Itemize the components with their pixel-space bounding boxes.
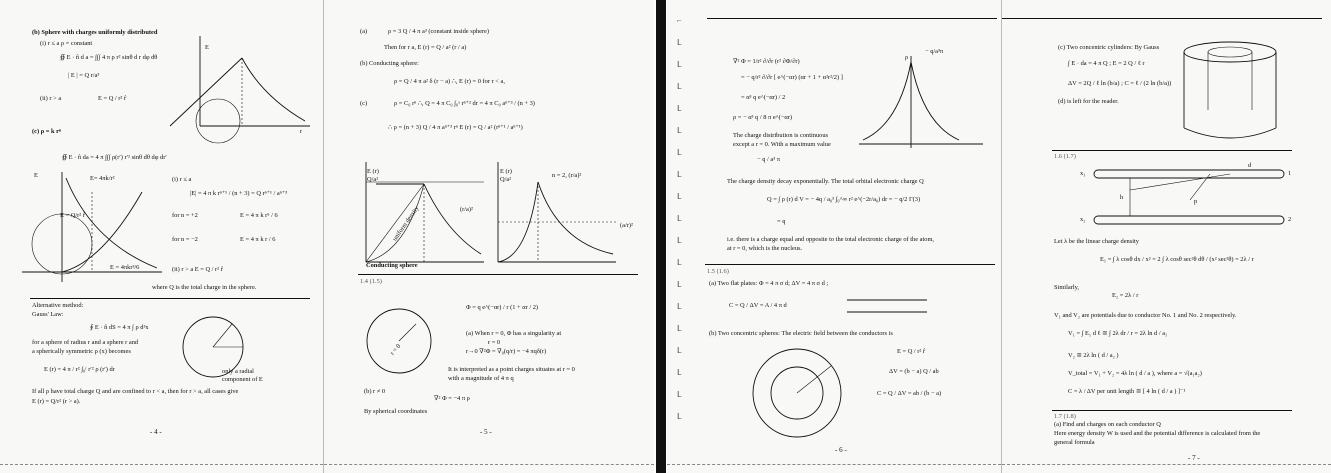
circle-label: r = 0 xyxy=(389,342,403,357)
alt-equation: ∮ E · n̂ dS = 4 π ∫ ρ d³x xyxy=(90,324,149,331)
alt-gauss-label: Gauss' Law: xyxy=(32,311,64,318)
field-graph-power-law xyxy=(22,172,162,292)
gauss-equation-2: ∯ E · n̂ da = 4 π ∫∫∫ ρ(r′) r′² sinθ dθ dφ dr′ xyxy=(62,154,167,161)
ie-note-1: i.e. there is a charge equal and opposite to the total electronic charge of the atom, xyxy=(727,236,935,243)
graph1-conducting-label: Conducting sphere xyxy=(366,262,418,269)
part-a-label: (a) xyxy=(360,28,368,35)
density-equation: ρ = − α³ q / 8 π e^(−αr) xyxy=(733,114,793,121)
laplace-equation: ∇² Φ = −4 π ρ xyxy=(434,395,470,402)
divider-1 xyxy=(30,298,310,299)
wire-1-label: 1 xyxy=(1288,170,1292,177)
charge-integral: Q = ∫ ρ (r) d V = − 4q / a₀³ ∫₀^∞ r² e^(−2r/a₀) dr = − q/2 Γ(3) xyxy=(767,196,921,203)
section-b-title: (b) Sphere with charges uniformly distributed xyxy=(32,29,158,36)
distribution-note-2: except a r = 0. With a maximum value xyxy=(733,141,831,148)
phi-note-1: (a) When r = 0, Φ has a singularity at xyxy=(466,330,562,337)
part-a-then: Then for r a, E (r) = Q / a² (r / a) xyxy=(384,44,467,51)
phi-note-5: with a magnitude of 4 π q xyxy=(448,375,514,382)
part-c-equation-1: ρ = C₀ rⁿ ∴, Q = 4 π C₀ ∫₀ᵃ rⁿ⁺² dr = 4 π C₀ aⁿ⁺³ / (n + 3) xyxy=(394,100,535,107)
graph2-r-label: (a/r)² xyxy=(620,222,633,229)
n-plus-2: for n = +2 xyxy=(172,212,198,219)
graph1-yunit: Q/a² xyxy=(367,176,379,183)
charge-result: = q xyxy=(777,218,786,225)
v2-equation: V₂ ≅ 2λ ln ( d / a₂ ) xyxy=(1068,352,1119,359)
part-b-equation: ρ = Q / 4 π a² δ (r − a) ∴, E (r) = 0 for r < a, xyxy=(394,78,505,85)
part-b-label: (b) Conducting sphere: xyxy=(360,60,419,67)
laplacian-3: = α³ q e^(−αr) / 2 xyxy=(741,94,786,101)
phi-note-4: It is interpreted as a point charges situates at r = 0 xyxy=(448,366,575,373)
laplacian-1: ∇² Φ = 1/r² ∂/∂r (r² ∂Φ/∂r) xyxy=(733,58,800,65)
part-c-label: (c) xyxy=(360,100,368,107)
linear-density-note: Let λ be the linear charge density xyxy=(1054,238,1139,245)
binding-marks: ⌐ ᒪ ᒪ ᒪ ᒪ ᒪ ᒪ ᒪ ᒪ ᒪ ᒪ ᒪ ᒪ ᒪ ᒪ ᒪ ᒪ ᒪ ᒪ xyxy=(677,16,682,421)
wire-2-label: 2 xyxy=(1288,216,1292,223)
field-graph-sphere xyxy=(170,36,310,136)
conclusion-1: If all ρ have total charge Q and are confined to r < a, then for r > a, all cases give xyxy=(32,388,239,395)
footer-line-7 xyxy=(1002,464,1331,465)
section-1-5: 1.5 (1.6) xyxy=(707,268,729,275)
footer-line-6 xyxy=(667,464,1001,465)
case-c-ii: (ii) r > a E = Q / r² r̂ xyxy=(172,266,223,273)
peak-label: ρ xyxy=(905,54,909,61)
section-1-4: 1.4 (1.5) xyxy=(360,278,382,285)
spheres-note: (b) Two concentric spheres: The electric field between the conductors is xyxy=(709,330,893,337)
alt-equation-2: E (r) = 4 π / r² ∫₀ʳ r′² ρ (r′) dr xyxy=(44,366,115,373)
graph2-E-label: E= 4πk/r² xyxy=(90,175,115,182)
spherical-coordinates: By spherical coordinates xyxy=(364,408,428,415)
energy-note-2: general formula xyxy=(1054,439,1095,446)
flat-capacitance: C = Q / ΔV = A / 4 π d xyxy=(729,302,787,309)
graph2-n-label: n = 2, (r/a)² xyxy=(552,172,582,179)
n-plus-2-equation: E = 4 π k r⁵ / 6 xyxy=(240,212,278,219)
graph2-axis-E: E xyxy=(34,172,38,179)
section-1-7: 1.7 (1.8) xyxy=(1054,413,1076,420)
top-rule-7 xyxy=(1002,18,1322,19)
gauss-result-1: | E | = Q r/a³ xyxy=(68,72,100,79)
case-i: (i) r ≤ a ρ = constant xyxy=(40,40,93,47)
similarly: Similarly, xyxy=(1054,284,1079,291)
cylinders-title: (c) Two concentric cylinders: By Gauss xyxy=(1058,44,1160,51)
find-charges: (a) Find and charges on each conductor Q xyxy=(1054,421,1161,428)
n-minus-2: for n = −2 xyxy=(172,236,198,243)
alt-text-1: for a sphere of radius r and a sphere r and xyxy=(32,339,139,346)
page-4 xyxy=(0,0,324,473)
page-number-5: - 5 - xyxy=(480,428,492,436)
conclusion-2: E (r) = Q/r² (r > a). xyxy=(32,398,81,405)
page-number-4: - 4 - xyxy=(150,428,162,436)
cylinders-capacitance: ΔV = 2Q / ℓ ln (b/a) ; C = ℓ / (2 ln (b/a)) xyxy=(1068,80,1172,87)
alt-text-2: a spherically symmetric ρ (x) becomes xyxy=(32,348,131,355)
graph2-Eq2-label: E = 4πkr³/6 xyxy=(110,264,140,271)
part-b-rne0: (b) r ≠ 0 xyxy=(364,388,386,395)
capacitance-equation: C = λ / ΔV per unit length ≅ [ 4 ln ( d / a ) ]⁻¹ xyxy=(1068,388,1186,395)
where-note: where Q is the total charge in the sphere. xyxy=(152,284,257,291)
concentric-spheres-diagram xyxy=(747,346,847,440)
decay-note: The charge density decay exponentially. The total orbital electronic charge Q xyxy=(727,178,924,185)
graph-axis-E: E xyxy=(205,44,209,51)
energy-note-1: Here energy density W is used and the potential difference is calculated from the xyxy=(1054,430,1261,437)
radial-note-1: only a radial xyxy=(222,368,254,375)
case-ii-equation: E = Q / r² r̂ xyxy=(98,95,127,102)
graph1-uniform-label: uniform density xyxy=(391,205,421,243)
phi-note-2: r = 0 xyxy=(488,339,501,346)
alt-method-title: Alternative method: xyxy=(32,302,84,309)
radial-note-2: component of E xyxy=(222,376,263,383)
part-a-equation: ρ = 3 Q / 4 π a³ (constant inside sphere) xyxy=(388,28,490,35)
part-c-equation-2: ∴ ρ = (n + 3) Q / 4 π aⁿ⁺³ rⁿ E (r) = Q / a² (rⁿ⁺¹ / aⁿ⁺¹) xyxy=(388,124,523,131)
ie-note-2: at r = 0, which is the nucleus. xyxy=(727,245,803,252)
wire-x1-label: x₁ xyxy=(1080,170,1086,177)
divider-2 xyxy=(358,274,638,275)
peak-value: − q/a³π xyxy=(925,48,944,55)
e2-equation: E₂ = 2λ / r xyxy=(1112,292,1139,299)
e1-equation: E₁ = ∫ λ cosθ dx / x² = 2 ∫ λ cosθ sec²θ dθ / (x² sec²θ) = 2λ / r xyxy=(1100,256,1254,263)
gauss-equation-1: ∯ E · n̂ d a = ∫∫∫ 4 π ρ r² sinθ d r dφ dθ xyxy=(60,54,158,61)
divider-5 xyxy=(1052,410,1292,411)
graph-axis-r: r xyxy=(300,128,303,135)
case-c-i-equation: |E| = 4 π k rⁿ⁺¹ / (n + 3) = Q rⁿ⁺¹ / aⁿ⁺³ xyxy=(190,190,288,197)
v1-equation: V₁ = ∫ E₁ d ℓ ≅ ∫ 2λ dr / r = 2λ ln d / a₁ xyxy=(1068,330,1168,337)
field-between: E = Q / r² r̂ xyxy=(897,348,926,355)
distribution-note-1: The charge distribution is continuous xyxy=(733,132,829,139)
graph2-ylabel: E (r) xyxy=(500,168,512,175)
case-c-i: (i) r ≤ a xyxy=(172,176,192,183)
height-h-label: h xyxy=(1120,194,1124,201)
distance-d-label: d xyxy=(1248,162,1252,169)
point-p-label: p xyxy=(1194,198,1198,205)
density-peak-graph xyxy=(859,54,983,150)
flat-plates: (a) Two flat plates: Φ = 4 π σ d; ΔV = 4 π σ d ; xyxy=(709,280,829,287)
phi-equation: Φ = q e^(−αr) / r (1 + αr / 2) xyxy=(466,304,539,311)
wire-x2-label: x₂ xyxy=(1080,216,1086,223)
graph1-ylabel: E (r) xyxy=(367,168,379,175)
graph2-Eq-label: E = Q/r² r̂ xyxy=(60,212,85,219)
footer-line-4 xyxy=(0,464,323,465)
page-number-6: - 6 - xyxy=(835,446,847,454)
footer-line-5 xyxy=(324,464,654,465)
vtotal-equation: V_total = V₁ + V₂ = 4λ ln ( d / a ), where a = √(a₁a₂) xyxy=(1068,370,1202,377)
page-7 xyxy=(1002,0,1331,473)
divider-4 xyxy=(1052,150,1292,151)
laplacian-2: = − q/r² ∂/∂r [ e^(−αr) (αr + 1 + α²r²/2) ] xyxy=(741,74,843,81)
phi-note-3: r→0 ∇²Φ = ∇₀(q/r) = −4 πqδ(r) xyxy=(466,348,547,355)
concentric-cylinders-diagram xyxy=(1182,40,1292,140)
graph2-yunit: Q/a² xyxy=(500,176,512,183)
section-1-6: 1.6 (1.7) xyxy=(1054,153,1076,160)
page-6 xyxy=(667,0,1002,473)
max-value: − q / a³ π xyxy=(757,156,780,163)
book-gutter xyxy=(656,0,666,473)
n-minus-2-equation: E = 4 π k r / 6 xyxy=(240,236,276,243)
potentials-note: V₁ and V₂ are potentials due to conductor No. 1 and No. 2 respectively. xyxy=(1054,312,1237,319)
point-charge-circle xyxy=(364,306,434,376)
cylinders-gauss: ∫ E · da = 4 π Q ; E = 2 Q / ℓ r xyxy=(1068,60,1145,67)
case-ii: (ii) r > a xyxy=(40,95,62,102)
flat-plates-diagram xyxy=(847,296,927,316)
potential-diff: ΔV = (b − a) Q / ab xyxy=(889,368,939,375)
sphere-capacitance: C = Q / ΔV = ab / (b − a) xyxy=(877,390,942,397)
page-number-7: - 7 - xyxy=(1188,454,1200,462)
graph1-r-label: (r/a)² xyxy=(460,206,473,213)
top-rule-6 xyxy=(707,18,997,19)
page-5 xyxy=(324,0,654,473)
left-for-reader: (d) is left for the reader. xyxy=(1058,98,1119,105)
divider-3 xyxy=(705,264,995,265)
section-c-title: (c) ρ = k rⁿ xyxy=(32,128,62,135)
